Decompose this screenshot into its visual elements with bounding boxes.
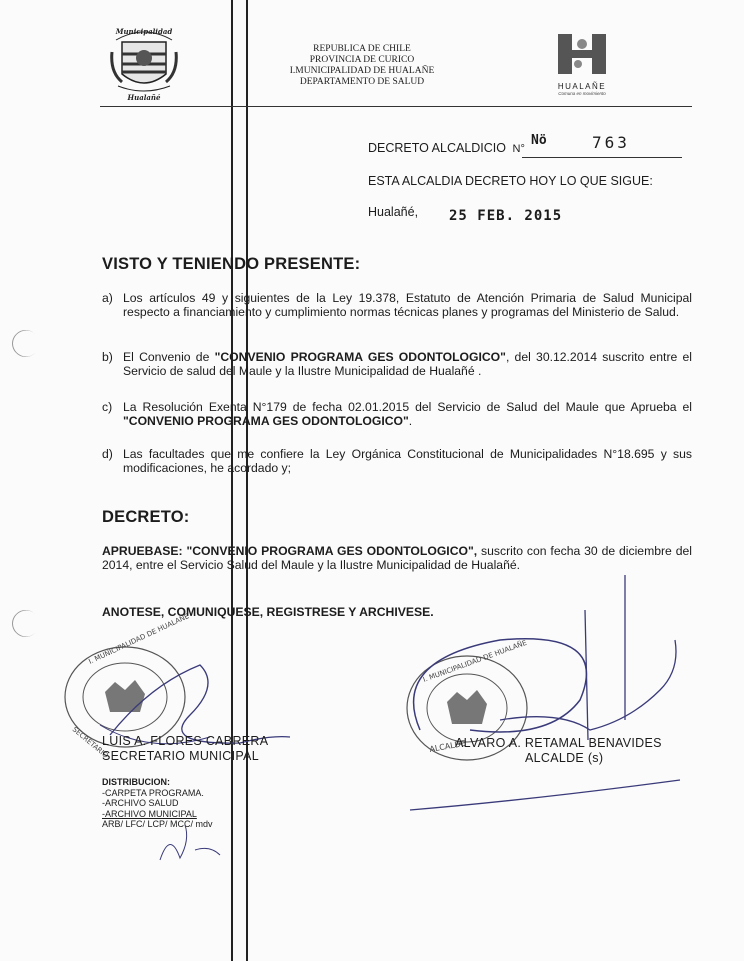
header-institution-lines (262, 44, 462, 88)
stamp-top-text: I. MUNICIPALIDAD DE HUALAÑE (421, 638, 528, 684)
stamp-bottom-text: SECRETARIO (70, 725, 110, 760)
distribution-line: -ARCHIVO SALUD (102, 798, 179, 808)
decree-label: DECRETO ALCALDICIO (368, 141, 507, 155)
item-letter: a) (102, 291, 113, 305)
stamp-bottom-text: ALCALDE (428, 738, 467, 754)
header-line: PROVINCIA DE CURICO (309, 55, 415, 65)
decree-number-line (368, 141, 525, 155)
municipal-crest-logo (108, 22, 180, 104)
mayor-title: ALCALDE (s) (525, 751, 604, 765)
visto-item-a (102, 291, 692, 319)
program-name: "CONVENIO PROGRAMA GES ODONTOLOGICO" (214, 350, 506, 364)
binder-line-left (231, 0, 233, 961)
mayor-name: ALVARO A. RETAMAL BENAVIDES (455, 736, 662, 750)
initials-scribble (150, 820, 240, 870)
punch-hole-bottom (6, 604, 44, 642)
decreto-body: APRUEBASE: "CONVENIO PROGRAMA GES ODONTOLOGICO", suscrito con fecha 30 de diciembre del 2014, entre el Servicio Salud del Maule y la Ilustre Municipalidad de Hualañé. (102, 544, 692, 572)
item-text: Los artículos 49 y siguientes de la Ley 19.378, Estatuto de Atención Primaria de Salud Municipal respecto a financiamiento y cumplimiento normas técnicas planes y programas del Ministerio de Salud. (123, 291, 692, 319)
crest-bottom-text: Hualañé (127, 93, 161, 102)
program-name: "CONVENIO PROGRAMA GES ODONTOLOGICO" (123, 414, 409, 428)
distribution-line: -ARCHIVO MUNICIPAL (102, 808, 197, 819)
decree-no-stamp: Nö (531, 133, 547, 148)
decree-intro: ESTA ALCALDIA DECRETO HOY LO QUE SIGUE: (368, 174, 653, 188)
item-text: La Resolución Exenta N°179 de fecha 02.01.2015 del Servicio de Salud del Maule que Aprueba el "CONVENIO PROGRAMA GES ODONTOLOGICO". (123, 400, 692, 428)
apruebase-text: APRUEBASE: "CONVENIO PROGRAMA GES ODONTOLOGICO", (102, 544, 478, 558)
item-text: El Convenio de "CONVENIO PROGRAMA GES ODONTOLOGICO", del 30.12.2014 suscrito entre el Servicio de salud del Maule y la Ilustre Municipalidad de Hualañé . (123, 350, 693, 378)
decree-no-label: N° (512, 143, 525, 155)
visto-heading: VISTO Y TENIENDO PRESENTE: (102, 255, 361, 273)
distribution-line: -CARPETA PROGRAMA. (102, 787, 204, 798)
decree-number-underline (522, 157, 682, 158)
decree-number: 763 (592, 133, 630, 152)
closing-formula: ANOTESE, COMUNIQUESE, REGISTRESE Y ARCHIVESE. (102, 605, 434, 619)
binder-line-right (246, 0, 248, 961)
item-letter: b) (102, 350, 113, 364)
h-letter-icon (552, 30, 612, 76)
visto-item-c (102, 400, 692, 428)
punch-hole-top (6, 324, 44, 362)
header-line: I.MUNICIPALIDAD DE HUALAÑE (289, 66, 435, 76)
decree-place: Hualañé, (368, 205, 419, 219)
header-line: DEPARTAMENTO DE SALUD (299, 77, 425, 87)
item-letter: c) (102, 400, 113, 414)
visto-item-b (102, 350, 692, 378)
header-line: REPUBLICA DE CHILE (313, 44, 411, 54)
secretary-title: SECRETARIO MUNICIPAL (102, 749, 259, 763)
hualane-logo (552, 30, 612, 102)
date-stamp: 25 FEB. 2015 (449, 208, 563, 224)
mayor-signature-scribble (380, 570, 700, 820)
decreto-heading: DECRETO: (102, 508, 190, 526)
item-letter: d) (102, 447, 113, 461)
secretary-name: LUIS A. FLORES CABRERA (102, 734, 269, 748)
logo-tagline: Comuna en movimiento (558, 91, 606, 96)
crest-top-text: Municipalidad (115, 27, 173, 36)
distribution-title: DISTRIBUCION: (102, 777, 170, 787)
visto-item-d (102, 447, 692, 475)
stamp-top-text: I. MUNICIPALIDAD DE HUALAÑE (87, 612, 191, 666)
logo-name: HUALAÑE (557, 82, 607, 91)
distribution-line: ARB/ LFC/ LCP/ MCC/ mdv (102, 819, 213, 829)
item-text: Las facultades que me confiere la Ley Orgánica Constitucional de Municipalidades N°18.695 y sus modificaciones, he acordado y; (123, 447, 692, 475)
header-divider (100, 106, 692, 107)
